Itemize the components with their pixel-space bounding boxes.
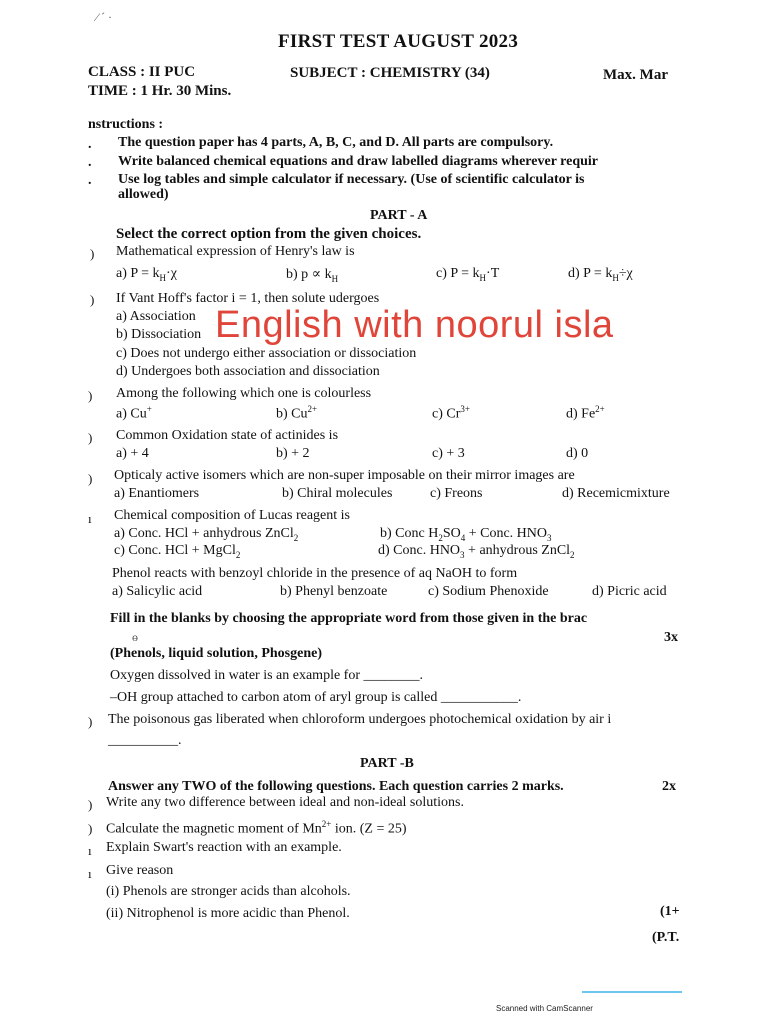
- q1-option-a: a) $P = k_H\cdot\chi$: [116, 266, 177, 283]
- bullet-2: .: [88, 155, 92, 170]
- q1-option-c: c) $P = k_H\cdot T$: [436, 266, 500, 283]
- part-a-heading: PART - A: [370, 208, 428, 223]
- q4-text: Common Oxidation state of actinides is: [116, 428, 339, 443]
- scribble-mark: ⁄ ˊ ·: [96, 10, 112, 24]
- q4-option-d: d) 0: [566, 446, 589, 461]
- q6-option-d: d) Conc. $HNO_3$ + anhydrous ZnCl$_2$: [378, 543, 575, 560]
- part-b-marks: 2x: [662, 779, 676, 794]
- q1-number: ): [90, 246, 95, 261]
- blank-q3-number: ): [88, 714, 93, 729]
- time-label: TIME : 1 Hr. 30 Mins.: [88, 83, 232, 99]
- instruction-1: The question paper has 4 parts, A, B, C, and D. All parts are compulsory.: [118, 135, 554, 150]
- q5-option-c: c) Freons: [430, 486, 483, 501]
- q3-option-a: a) Cu+: [116, 404, 152, 422]
- q2-text: If Vant Hoff's factor i = 1, then solute udergoes: [116, 291, 380, 306]
- blank-choices: (Phenols, liquid solution, Phosgene): [110, 646, 322, 661]
- b-question-3: Explain Swart's reaction with an example.: [106, 840, 342, 855]
- instructions-heading: nstructions :: [88, 117, 164, 132]
- blank-question-3: The poisonous gas liberated when chloroform undergoes photochemical oxidation by air i: [108, 712, 612, 727]
- blank-question-2: –OH group attached to carbon atom of aryl group is called ___________.: [110, 690, 522, 705]
- q6-option-a: a) Conc. HCl + anhydrous ZnCl$_2$: [114, 526, 299, 543]
- q2-option-b: b) Dissociation: [116, 327, 202, 342]
- q3-option-b: b) $Cu^{2+}$: [276, 404, 318, 422]
- blank-question-1: Oxygen dissolved in water is an example for ________.: [110, 668, 423, 683]
- subject-label: SUBJECT : CHEMISTRY (34): [290, 65, 490, 81]
- watermark-text: English with noorul isla: [215, 304, 614, 346]
- b-q1-number: ): [88, 797, 93, 812]
- q6-text: Chemical composition of Lucas reagent is: [114, 508, 350, 523]
- q2-option-c: c) Does not undergo either association or dissociation: [116, 346, 417, 361]
- q7-option-c: c) Sodium Phenoxide: [428, 584, 549, 599]
- scribble-mark-2: ɵ: [132, 630, 138, 644]
- q5-text: Opticaly active isomers which are non-super imposable on their mirror images are: [114, 468, 575, 483]
- b-q4-number: ı: [88, 866, 92, 881]
- part-a-section1: Select the correct option from the given choices.: [116, 226, 422, 242]
- scan-line: [582, 991, 682, 993]
- q2-option-d: d) Undergoes both association and dissociation: [116, 364, 380, 379]
- b-question-4-i: (i) Phenols are stronger acids than alcohols.: [106, 884, 351, 899]
- part-b-heading: PART -B: [360, 756, 414, 771]
- instruction-3-cont: allowed): [118, 187, 169, 202]
- b-question-1: Write any two difference between ideal and non-ideal solutions.: [106, 795, 464, 810]
- b-question-2: Calculate the magnetic moment of $Mn^{2+}$ ion. (Z = 25): [106, 819, 407, 837]
- q7-option-a: a) Salicylic acid: [112, 584, 203, 599]
- q7-text: Phenol reacts with benzoyl chloride in the presence of aq NaOH to form: [112, 566, 518, 581]
- q4-option-c: c) + 3: [432, 446, 465, 461]
- part-b-instruction: Answer any TWO of the following questions. Each question carries 2 marks.: [108, 779, 564, 794]
- q6-option-c: c) Conc. HCl + MgCl$_2$: [114, 543, 241, 560]
- section2-marks: 3x: [664, 630, 678, 645]
- b-question-4-ii: (ii) Nitrophenol is more acidic than Phenol.: [106, 906, 350, 921]
- side-mark: (1+: [660, 904, 680, 919]
- page-title: FIRST TEST AUGUST 2023: [278, 31, 519, 52]
- q6-option-b: b) Conc $H_2SO_4$ + Conc. $HNO_3$: [380, 526, 552, 543]
- q4-option-a: a) + 4: [116, 446, 149, 461]
- instruction-2: Write balanced chemical equations and draw labelled diagrams wherever requir: [118, 154, 599, 169]
- q2-number: ): [90, 292, 95, 307]
- q5-option-a: a) Enantiomers: [114, 486, 200, 501]
- q7-option-b: b) Phenyl benzoate: [280, 584, 388, 599]
- b-q2-number: ): [88, 821, 93, 836]
- b-question-4: Give reason: [106, 863, 174, 878]
- max-marks-label: Max. Mar: [603, 67, 668, 83]
- bullet-1: .: [88, 137, 92, 152]
- q1-option-b: b) $p \propto k_H$: [286, 267, 339, 284]
- q1-option-d: d) $P = k_H\div\chi$: [568, 266, 633, 283]
- class-label: CLASS : II PUC: [88, 64, 196, 80]
- q3-number: ): [88, 388, 93, 403]
- q1-text: Mathematical expression of Henry's law is: [116, 244, 355, 259]
- q5-option-d: d) Recemicmixture: [562, 486, 670, 501]
- scanner-footer: Scanned with CamScanner: [496, 1004, 593, 1013]
- q5-option-b: b) Chiral molecules: [282, 486, 393, 501]
- instruction-3: Use log tables and simple calculator if necessary. (Use of scientific calculator is: [118, 172, 585, 187]
- q4-option-b: b) + 2: [276, 446, 310, 461]
- q2-option-a: a) Association: [116, 309, 196, 324]
- b-q3-number: ı: [88, 843, 92, 858]
- q6-number: ı: [88, 511, 92, 526]
- q7-option-d: d) Picric acid: [592, 584, 667, 599]
- bullet-3: .: [88, 173, 92, 188]
- pto-mark: (P.T.: [652, 930, 680, 945]
- blank-question-3-line: __________.: [108, 733, 182, 748]
- q4-number: ): [88, 430, 93, 445]
- q3-option-c: c) $Cr^{3+}$: [432, 404, 470, 422]
- q3-text: Among the following which one is colourless: [116, 386, 372, 401]
- q3-option-d: d) $Fe^{2+}$: [566, 404, 605, 422]
- part-a-section2: Fill in the blanks by choosing the appropriate word from those given in the brac: [110, 611, 588, 626]
- q5-number: ): [88, 471, 93, 486]
